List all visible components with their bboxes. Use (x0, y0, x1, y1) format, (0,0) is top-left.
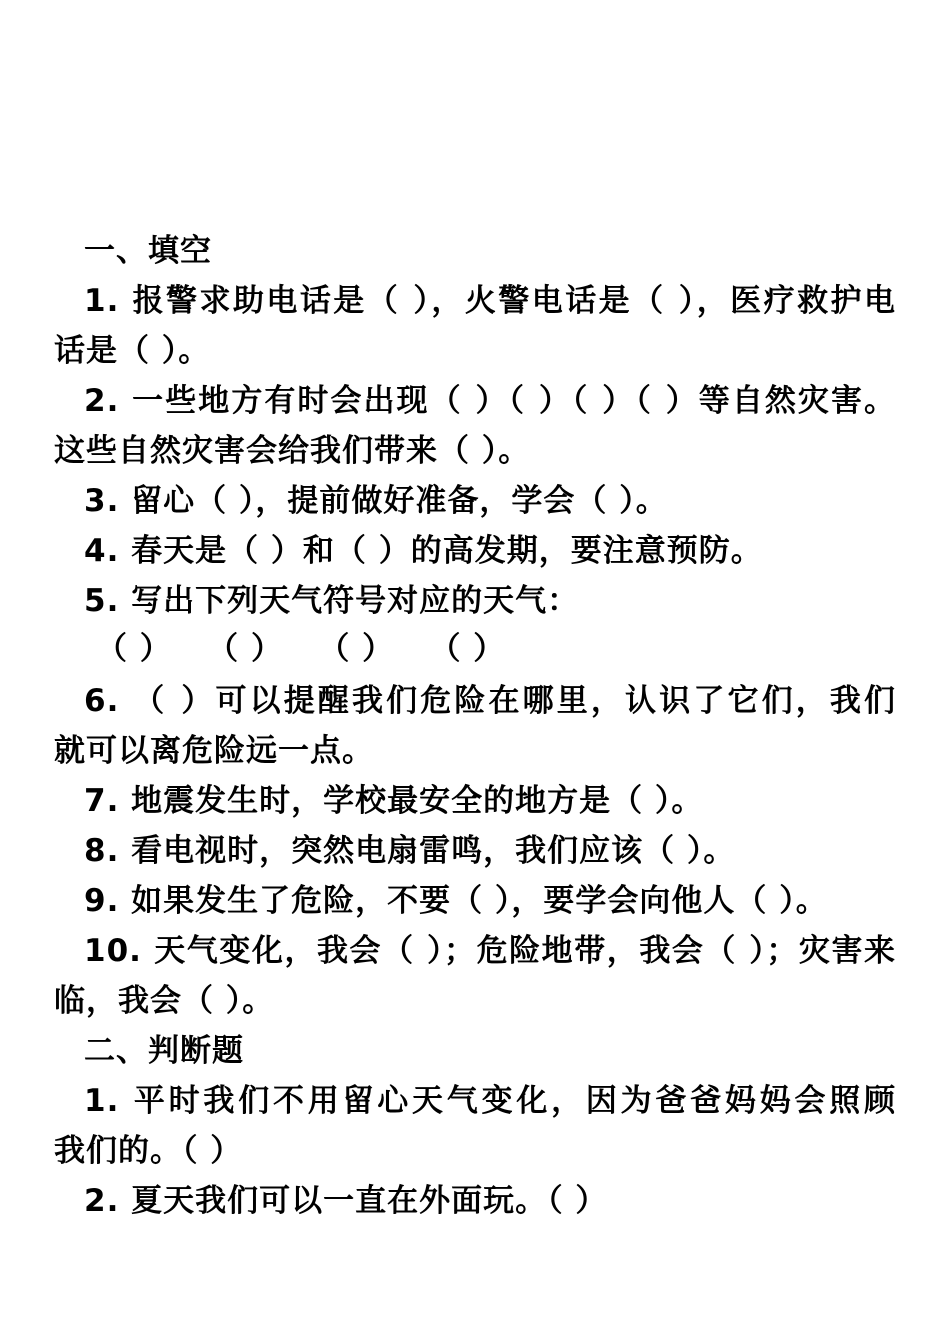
question-1-line-2: 话是（ ）。 (54, 333, 211, 369)
section-heading-fill-blank: 一、填空 (84, 233, 212, 269)
question-6-line-1: 6. （ ）可以提醒我们危险在哪里，认识了它们，我们 (84, 683, 896, 719)
tf-question-1-line-2: 我们的。（ ） (54, 1133, 243, 1169)
question-10-line-2: 临，我会（ ）。 (54, 983, 275, 1019)
question-9: 9. 如果发生了危险，不要（ ），要学会向他人（ ）。 (84, 883, 828, 919)
section-heading-true-false: 二、判断题 (84, 1033, 244, 1069)
question-8: 8. 看电视时，突然电扇雷鸣，我们应该（ ）。 (84, 833, 736, 869)
tf-question-2: 2. 夏天我们可以一直在外面玩。（ ） (84, 1183, 608, 1219)
question-6-line-2: 就可以离危险远一点。 (54, 733, 374, 769)
weather-symbol-blanks: （ ） （ ） （ ） （ ） (96, 631, 506, 667)
tf-question-1-line-1: 1. 平时我们不用留心天气变化，因为爸爸妈妈会照顾 (84, 1083, 896, 1119)
question-2-line-1: 2. 一些地方有时会出现（ ）（ ）（ ）（ ）等自然灾害。 (84, 383, 896, 419)
question-10-line-1: 10. 天气变化，我会（ ）；危险地带，我会（ ）；灾害来 (84, 933, 896, 969)
question-3: 3. 留心（ ），提前做好准备，学会（ ）。 (84, 483, 668, 519)
question-2-line-2: 这些自然灾害会给我们带来（ ）。 (54, 433, 531, 469)
question-1-line-1: 1. 报警求助电话是（ ），火警电话是（ ），医疗救护电 (84, 283, 896, 319)
question-7: 7. 地震发生时，学校最安全的地方是（ ）。 (84, 783, 704, 819)
question-4: 4. 春天是（ ）和（ ）的高发期，要注意预防。 (84, 533, 763, 569)
question-5: 5. 写出下列天气符号对应的天气： (84, 583, 580, 619)
